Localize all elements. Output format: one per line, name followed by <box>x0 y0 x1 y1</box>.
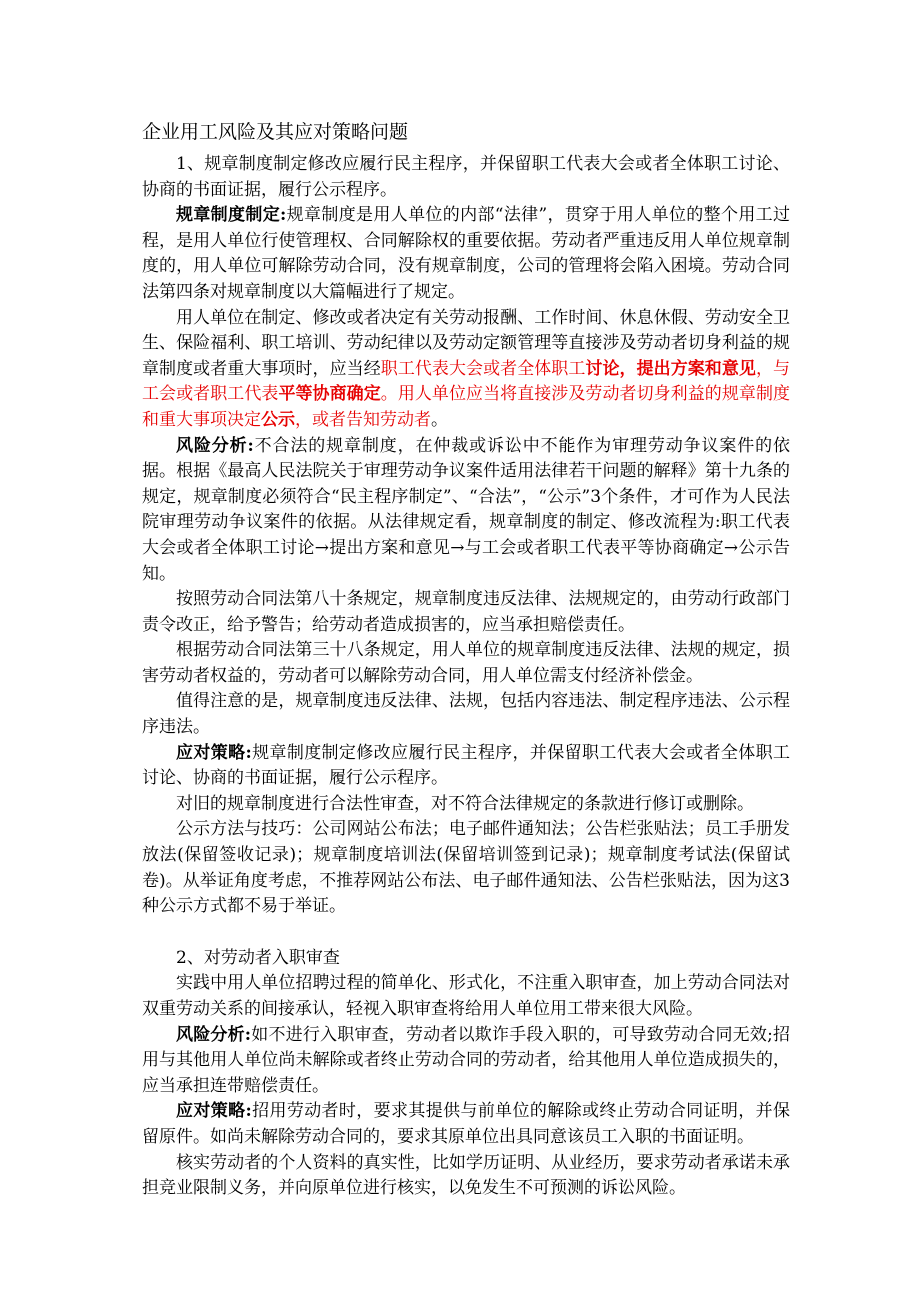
procedure-end: 。 <box>431 409 448 430</box>
section-spacer <box>142 920 790 946</box>
risk-label: 风险分析: <box>176 435 254 456</box>
section1-risk-paragraph <box>142 434 790 588</box>
strategy-label: 应对策略: <box>176 1101 252 1122</box>
strategy-text: 招用劳动者时，要求其提供与前单位的解除或终止劳动合同证明，并保留原件。如尚未解除劳动合同的，要求其原单位出具同意该员工入职的书面证明。 <box>142 1101 790 1147</box>
procedure-highlight-bold-1: 讨论，提出方案和意见 <box>585 358 756 379</box>
procedure-highlight-2: ，与工会或者职工代表 <box>142 358 791 405</box>
verify-paragraph: 核实劳动者的个人资料的真实性，比如学历证明、从业经历，要求劳动者承诺未承担竞业限制义务，并向原单位进行核实，以免发生不可预测的诉讼风险。 <box>142 1152 790 1199</box>
procedure-text: 用人单位在制定、修改或者决定有关劳动报酬、工作时间、休息休假、劳动安全卫生、保险福利、职工培训、劳动纪律以及劳动定额管理等直接涉及劳动者切身利益的规章制度或者重大事项时，应当经 <box>142 307 790 379</box>
risk-text: 不合法的规章制度，在仲裁或诉讼中不能作为审理劳动争议案件的依据。根据《最高人民法院关于审理劳动争议案件适用法律若干问题的解释》第十九条的规定，规章制度必须符合“民主程序制定”、“合法”，“公示”3个条件，才可作为人民法院审理劳动争议案件的依据。从法律规定看，规章制度的制定、修改流程为:职工代表大会或者全体职工讨论→提出方案和意见→与工会或者职工代表平等协商确定→公示告知。 <box>142 435 791 584</box>
procedure-highlight-4: ，或者告知劳动者 <box>295 409 431 430</box>
page-title: 企业用工风险及其应对策略问题 <box>142 121 409 143</box>
document-page <box>142 118 790 1202</box>
practice-paragraph: 实践中用人单位招聘过程的简单化、形式化，不注重入职审查，加上劳动合同法对双重劳动关系的间接承认，轻视入职审查将给用人单位用工带来很大风险。 <box>142 973 790 1019</box>
strategy-label: 应对策略: <box>176 742 252 763</box>
definition-label: 规章制度制定: <box>176 205 287 226</box>
section2-risk-paragraph <box>142 1023 790 1100</box>
procedure-highlight-bold-3: 公示 <box>261 409 295 430</box>
review-paragraph: 对旧的规章制度进行合法性审查，对不符合法律规定的条款进行修订或删除。 <box>176 793 754 814</box>
strategy-text: 规章制度制定修改应履行民主程序，并保留职工代表大会或者全体职工讨论、协商的书面证据，履行公示程序。 <box>142 742 790 789</box>
risk-label: 风险分析: <box>176 1024 252 1045</box>
procedure-highlight-bold-2: 平等协商确定 <box>278 384 381 405</box>
section1-strategy-paragraph <box>142 741 790 792</box>
procedure-highlight-1: 职工代表大会或者全体职工 <box>380 358 586 379</box>
note-paragraph: 值得注意的是，规章制度违反法律、法规，包括内容违法、制定程序违法、公示程序违法。 <box>142 691 790 738</box>
section1-procedure-paragraph <box>142 306 790 434</box>
section1-heading: 1、规章制度制定修改应履行民主程序，并保留职工代表大会或者全体职工讨论、协商的书面证据，履行公示程序。 <box>142 154 790 200</box>
section2-heading: 2、对劳动者入职审查 <box>176 947 340 968</box>
publicity-paragraph: 公示方法与技巧：公司网站公布法；电子邮件通知法；公告栏张贴法；员工手册发放法(保留签收记录)；规章制度培训法(保留培训签到记录)；规章制度考试法(保留试卷)。从举证角度考虑，不推荐网站公布法、电子邮件通知法、公告栏张贴法，因为这3种公示方式都不易于举证。 <box>142 819 790 917</box>
section2-strategy-paragraph <box>142 1099 790 1150</box>
section1-definition-paragraph <box>142 203 790 305</box>
article-80-paragraph: 按照劳动合同法第八十条规定，规章制度违反法律、法规规定的，由劳动行政部门责令改正，给予警告；给劳动者造成损害的，应当承担赔偿责任。 <box>142 589 790 635</box>
procedure-highlight-3: 。用人单位应当将直接涉及劳动者切身利益的规章制度和重大事项决定 <box>142 384 791 430</box>
definition-text: 规章制度是用人单位的内部“法律”，贯穿于用人单位的整个用工过程，是用人单位行使管理权、合同解除权的重要依据。劳动者严重违反用人单位规章制度的，用人单位可解除劳动合同，没有规章制度，公司的管理将会陷入困境。劳动合同法第四条对规章制度以大篇幅进行了规定。 <box>142 205 790 302</box>
risk-text: 如不进行入职审查，劳动者以欺诈手段入职的，可导致劳动合同无效;招用与其他用人单位尚未解除或者终止劳动合同的劳动者，给其他用人单位造成损失的，应当承担连带赔偿责任。 <box>142 1024 790 1096</box>
article-38-paragraph: 根据劳动合同法第三十八条规定，用人单位的规章制度违反法律、法规的规定，损害劳动者权益的，劳动者可以解除劳动合同，用人单位需支付经济补偿金。 <box>142 640 790 686</box>
